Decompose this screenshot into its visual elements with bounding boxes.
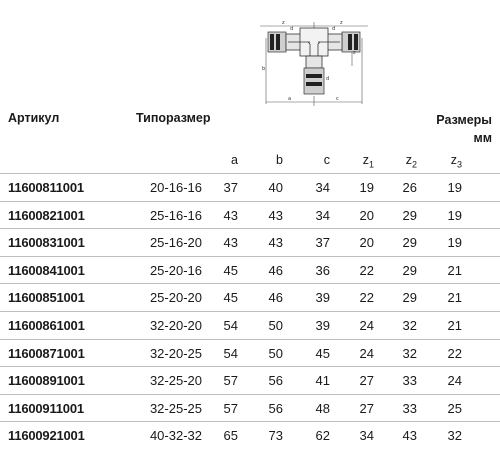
- cell-z1: 24: [359, 317, 374, 333]
- cell-b: 50: [268, 317, 283, 333]
- cell-article: 11600831001: [8, 235, 85, 251]
- col-b: b: [276, 153, 283, 167]
- cell-size: 20-16-16: [149, 180, 202, 195]
- label-d1: d: [290, 26, 294, 32]
- cell-a: 57: [223, 400, 238, 416]
- cell-z1: 22: [359, 290, 374, 306]
- cell-a: 54: [223, 317, 238, 333]
- label-z1: z: [282, 20, 285, 26]
- col-c: c: [323, 153, 330, 167]
- cell-z2: 32: [402, 345, 417, 361]
- cell-z2: 32: [402, 317, 417, 333]
- tee-fitting-diagram: [252, 8, 376, 106]
- label-z2: z: [340, 20, 343, 26]
- cell-z3: 21: [447, 262, 462, 278]
- table-row: [0, 201, 500, 229]
- table-row: [0, 228, 500, 256]
- cell-z1: 27: [359, 373, 374, 389]
- cell-b: 43: [268, 235, 283, 251]
- cell-z3: 21: [447, 290, 462, 306]
- cell-z3: 19: [447, 207, 462, 223]
- table-row: [0, 311, 500, 339]
- cell-z3: 25: [447, 400, 462, 416]
- cell-article: 11600921001: [8, 428, 85, 444]
- cell-c: 36: [315, 262, 330, 278]
- cell-c: 45: [315, 345, 330, 361]
- cell-b: 73: [268, 428, 283, 444]
- label-b: b: [262, 66, 266, 72]
- cell-z1: 20: [359, 235, 374, 251]
- cell-b: 43: [268, 207, 283, 223]
- col-z3: $z_3$: [450, 153, 462, 170]
- cell-z2: 33: [402, 400, 417, 416]
- cell-size: 25-20-20: [149, 290, 202, 306]
- cell-c: 34: [315, 180, 330, 195]
- cell-c: 34: [315, 207, 330, 223]
- cell-c: 37: [315, 235, 330, 251]
- cell-a: 45: [223, 262, 238, 278]
- cell-article: 11600821001: [8, 207, 85, 223]
- table-row: [0, 283, 500, 311]
- label-z3: z: [353, 50, 356, 56]
- header-article: Артикул: [8, 111, 60, 125]
- cell-a: 43: [223, 235, 238, 251]
- cell-c: 39: [315, 317, 330, 333]
- cell-c: 62: [315, 428, 330, 444]
- cell-z2: 43: [402, 428, 417, 444]
- cell-article: 11600841001: [8, 262, 85, 278]
- cell-b: 40: [268, 180, 283, 195]
- table-row: [0, 256, 500, 284]
- cell-size: 25-20-16: [149, 262, 202, 278]
- cell-size: 25-16-20: [149, 235, 202, 251]
- cell-z1: 24: [359, 345, 374, 361]
- cell-c: 39: [315, 290, 330, 306]
- cell-z1: 22: [359, 262, 374, 278]
- cell-size: 32-25-20: [149, 373, 202, 389]
- cell-z2: 29: [402, 207, 417, 223]
- cell-size: 40-32-32: [149, 428, 202, 444]
- cell-z3: 21: [447, 317, 462, 333]
- cell-z1: 20: [359, 207, 374, 223]
- cell-b: 50: [268, 345, 283, 361]
- cell-article: 11600861001: [8, 317, 85, 333]
- cell-z3: 32: [447, 428, 462, 444]
- cell-z2: 26: [402, 180, 417, 195]
- cell-z2: 29: [402, 235, 417, 251]
- table-row: [0, 421, 500, 449]
- cell-size: 32-20-20: [149, 317, 202, 333]
- cell-article: 11600911001: [8, 400, 84, 416]
- cell-z2: 29: [402, 262, 417, 278]
- cell-z1: 19: [359, 180, 374, 195]
- dimensions-table: [0, 173, 500, 449]
- cell-a: 45: [223, 290, 238, 306]
- label-d3: d: [326, 76, 330, 82]
- table-row: [0, 173, 500, 201]
- cell-z3: 24: [447, 373, 462, 389]
- col-a: a: [231, 153, 238, 167]
- cell-z3: 19: [447, 180, 462, 195]
- cell-size: 32-20-25: [149, 345, 202, 361]
- header-dimensions: [436, 111, 492, 147]
- col-z1: $z_1$: [362, 153, 374, 170]
- table-row: [0, 394, 500, 422]
- label-c: c: [336, 96, 339, 102]
- cell-a: 43: [223, 207, 238, 223]
- cell-a: 57: [223, 373, 238, 389]
- cell-z2: 29: [402, 290, 417, 306]
- cell-a: 54: [223, 345, 238, 361]
- col-z2: $z_2$: [405, 153, 417, 170]
- cell-article: 11600891001: [8, 373, 85, 389]
- label-d2: d: [332, 26, 336, 32]
- cell-z2: 33: [402, 373, 417, 389]
- header-size-type: Типоразмер: [136, 111, 211, 125]
- cell-size: 25-16-16: [149, 207, 202, 223]
- cell-b: 46: [268, 290, 283, 306]
- cell-article: 11600811001: [8, 180, 84, 195]
- cell-z3: 19: [447, 235, 462, 251]
- table-row: [0, 339, 500, 367]
- header-dimensions-label: Размеры: [436, 113, 492, 127]
- cell-a: 37: [223, 180, 238, 195]
- cell-z1: 27: [359, 400, 374, 416]
- cell-b: 56: [268, 373, 283, 389]
- header-unit: мм: [473, 131, 492, 145]
- column-headers: [0, 153, 500, 171]
- table-row: [0, 366, 500, 394]
- cell-z1: 34: [359, 428, 374, 444]
- label-a: a: [288, 96, 292, 102]
- cell-article: 11600871001: [8, 345, 85, 361]
- cell-article: 11600851001: [8, 290, 85, 306]
- cell-size: 32-25-25: [149, 400, 202, 416]
- cell-z3: 22: [447, 345, 462, 361]
- cell-c: 48: [315, 400, 330, 416]
- cell-b: 56: [268, 400, 283, 416]
- cell-c: 41: [315, 373, 330, 389]
- cell-b: 46: [268, 262, 283, 278]
- cell-a: 65: [223, 428, 238, 444]
